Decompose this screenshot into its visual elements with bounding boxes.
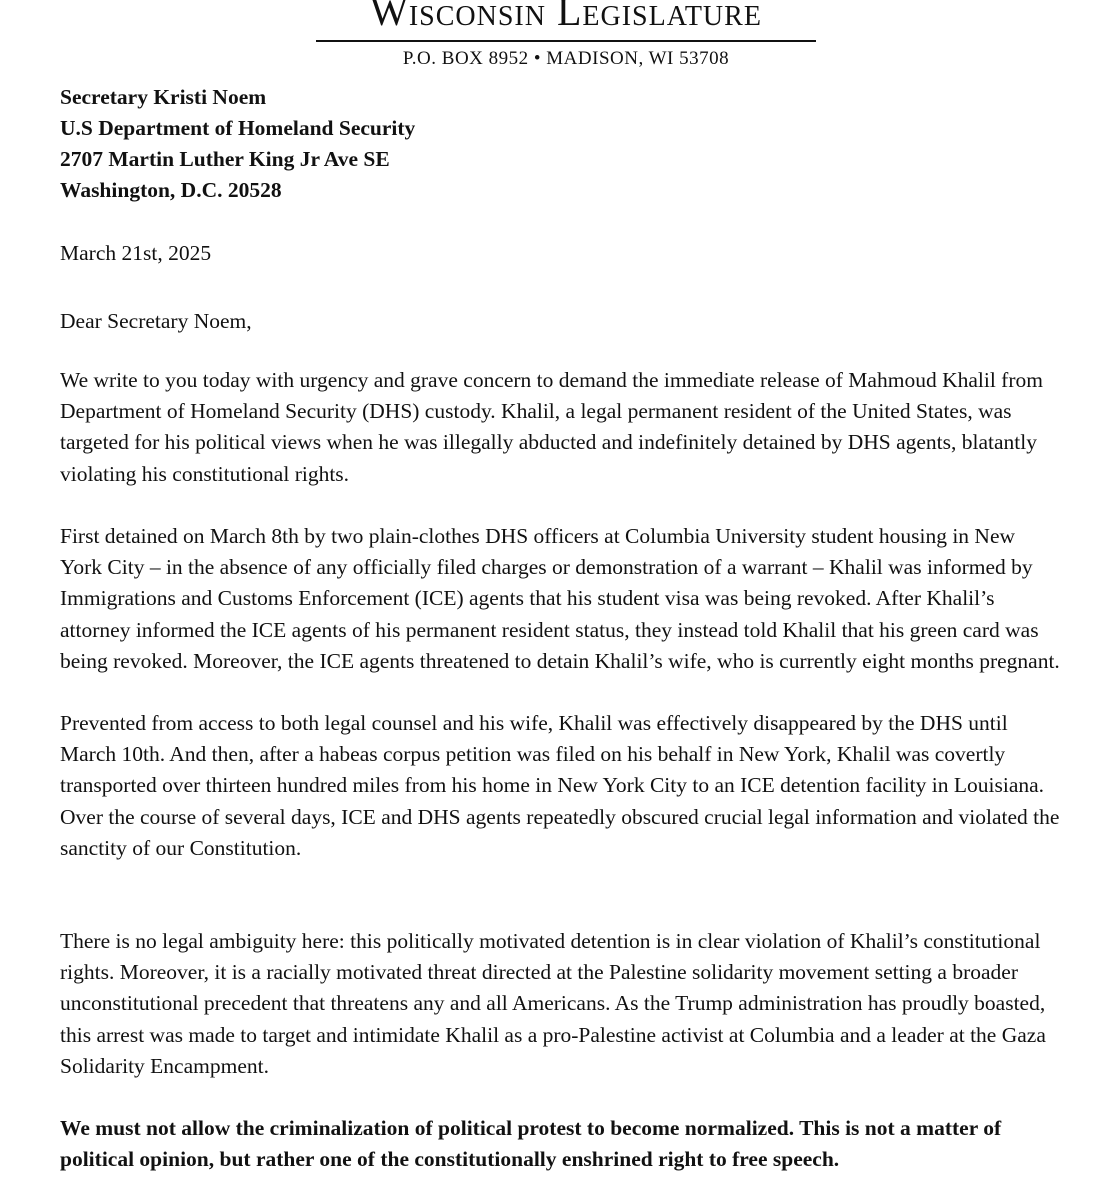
- addressee-block: [60, 82, 1060, 206]
- paragraph-1: We write to you today with urgency and grave concern to demand the immediate release of Mahmoud Khalil from Department of Homeland Security (DHS) custody. Khalil, a legal permanent resident of the United States, was targeted for his political views when he was illegally abducted and indefinitely detained by DHS agents, blatantly violating his constitutional rights.: [60, 368, 1043, 486]
- letterhead-rule: [316, 40, 816, 42]
- paragraph-4: There is no legal ambiguity here: this politically motivated detention is in clear violation of Khalil’s constitutional rights. Moreover, it is a racially motivated threat directed at the Palestine solidarity movement setting a broader unconstitutional precedent that threatens any and all Americans. As the Trump administration has proudly boasted, this arrest was made to target and intimidate Khalil as a pro-Palestine activist at Columbia and a leader at the Gaza Solidarity Encampment.: [60, 929, 1046, 1078]
- letterhead-title: Wisconsin Legislature: [370, 0, 762, 34]
- addressee-name: Secretary Kristi Noem: [60, 85, 267, 109]
- salutation: Dear Secretary Noem,: [60, 309, 252, 333]
- paragraph-2: First detained on March 8th by two plain-clothes DHS officers at Columbia University student housing in New York City – in the absence of any officially filed charges or demonstration of a warrant – Khalil was informed by Immigrations and Customs Enforcement (ICE) agents that his student visa was being revoked. After Khalil’s attorney informed the ICE agents of his permanent resident status, they instead told Khalil that his green card was being revoked. Moreover, the ICE agents threatened to detain Khalil’s wife, who is currently eight months pregnant.: [60, 524, 1060, 673]
- paragraph-3: Prevented from access to both legal counsel and his wife, Khalil was effectively disappeared by the DHS until March 10th. And then, after a habeas corpus petition was filed on his behalf in New York, Khalil was covertly transported over thirteen hundred miles from his home in New York City to an ICE detention facility in Louisiana. Over the course of several days, ICE and DHS agents repeatedly obscured crucial legal information and violated the sanctity of our Constitution.: [60, 711, 1060, 860]
- letter-date: March 21st, 2025: [60, 241, 212, 265]
- addressee-city: Washington, D.C. 20528: [60, 178, 282, 202]
- paragraph-5-bold-statement: We must not allow the criminalization of political protest to become normalized. This is not a matter of political opinion, but rather one of the constitutionally enshrined right to free speech.: [60, 1116, 1002, 1172]
- addressee-street: 2707 Martin Luther King Jr Ave SE: [60, 147, 390, 171]
- letterhead: [316, 0, 816, 72]
- addressee-department: U.S Department of Homeland Security: [60, 116, 416, 140]
- letterhead-address: P.O. BOX 8952 • MADISON, WI 53708: [402, 48, 730, 69]
